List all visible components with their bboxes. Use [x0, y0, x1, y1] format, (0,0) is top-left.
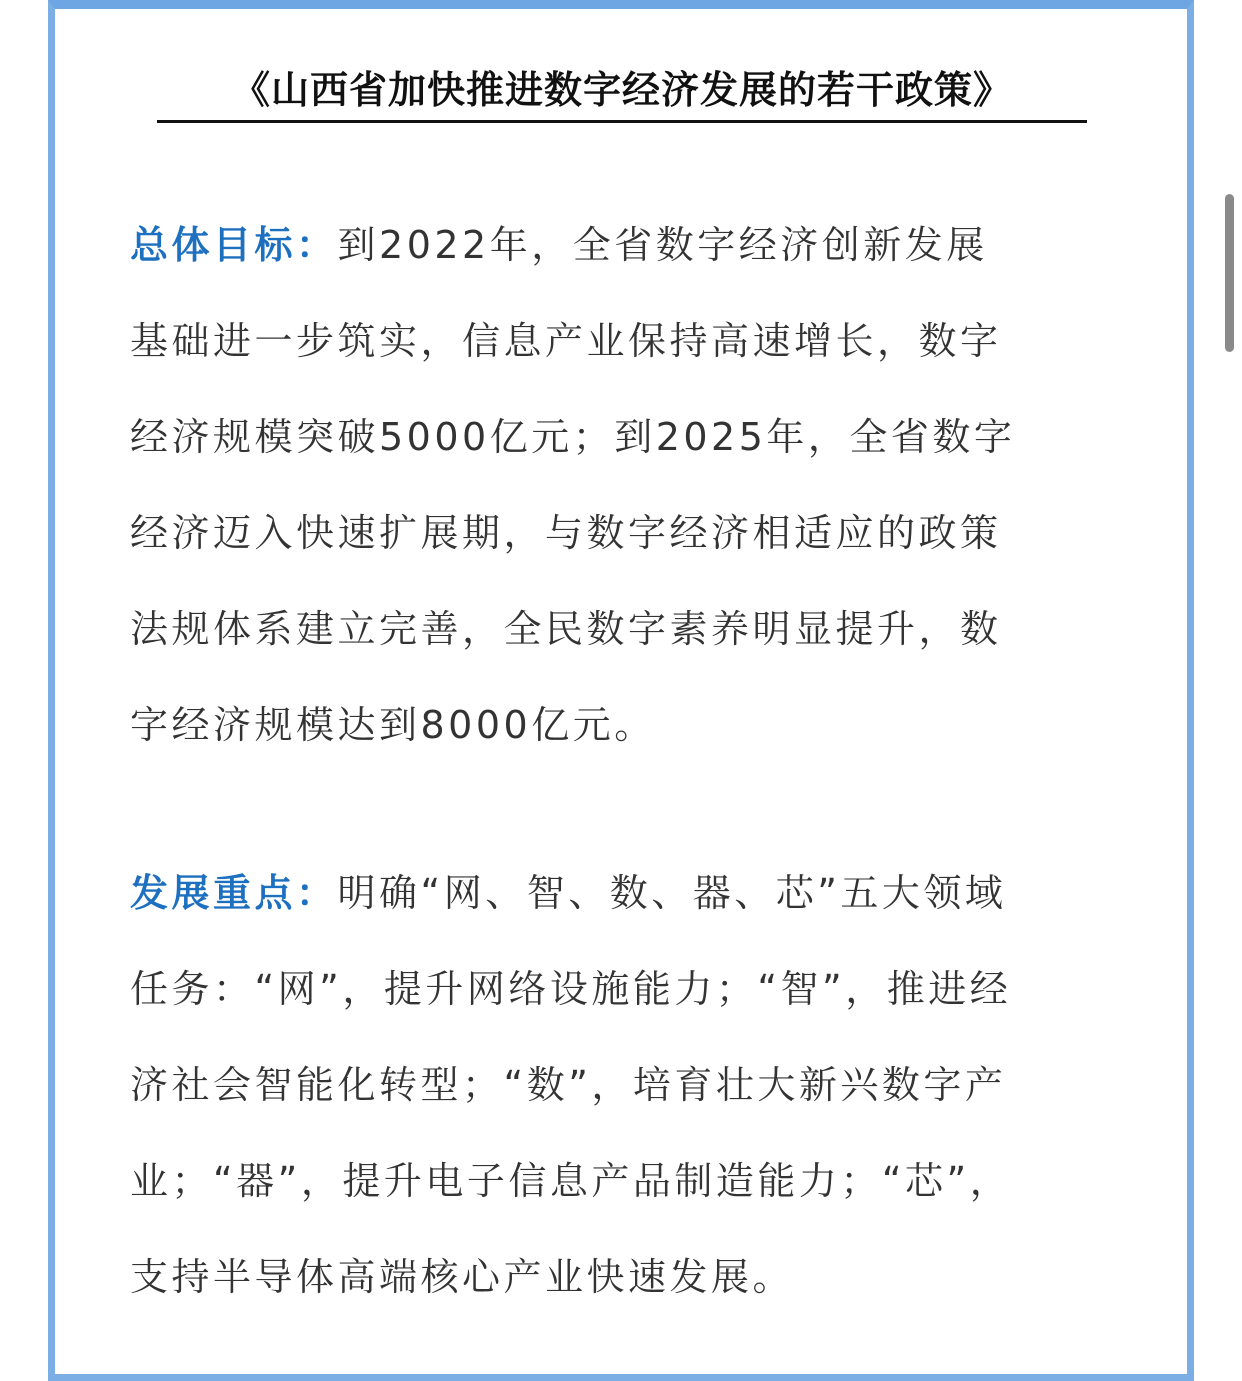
- paragraph-line: 法规体系建立完善，全民数字素养明显提升，数: [130, 607, 1002, 651]
- paragraph-text: 明确“网、智、数、器、芯”五大领域: [337, 871, 1007, 915]
- paragraph-line: 支持半导体高端核心产业快速发展。: [130, 1255, 795, 1299]
- section-label-goals: 总体目标：: [130, 223, 338, 267]
- paragraph-line: [130, 845, 1110, 941]
- overall-goals-section: [130, 197, 1110, 773]
- paragraph-text: 到2022年，全省数字经济创新发展: [337, 223, 988, 267]
- article-title: 《山西省加快推进数字经济发展的若干政策》: [157, 64, 1087, 123]
- paragraph-line: 济社会智能化转型；“数”，培育壮大新兴数字产: [130, 1063, 1007, 1107]
- paragraph-line: 业；“器”，提升电子信息产品制造能力；“芯”，: [130, 1159, 1012, 1203]
- paragraph-line: [130, 197, 1110, 293]
- paragraph-line: 任务：“网”，提升网络设施能力；“智”，推进经: [130, 967, 1012, 1011]
- development-focus-section: [130, 845, 1110, 1325]
- paragraph-line: 经济迈入快速扩展期，与数字经济相适应的政策: [130, 511, 1002, 555]
- paragraph-line: 基础进一步筑实，信息产业保持高速增长，数字: [130, 319, 1002, 363]
- paragraph-line: 经济规模突破5000亿元；到2025年，全省数字: [130, 415, 1016, 459]
- vertical-scrollbar[interactable]: [1225, 194, 1234, 352]
- section-label-focus: 发展重点：: [130, 871, 338, 915]
- paragraph-line: 字经济规模达到8000亿元。: [130, 703, 656, 747]
